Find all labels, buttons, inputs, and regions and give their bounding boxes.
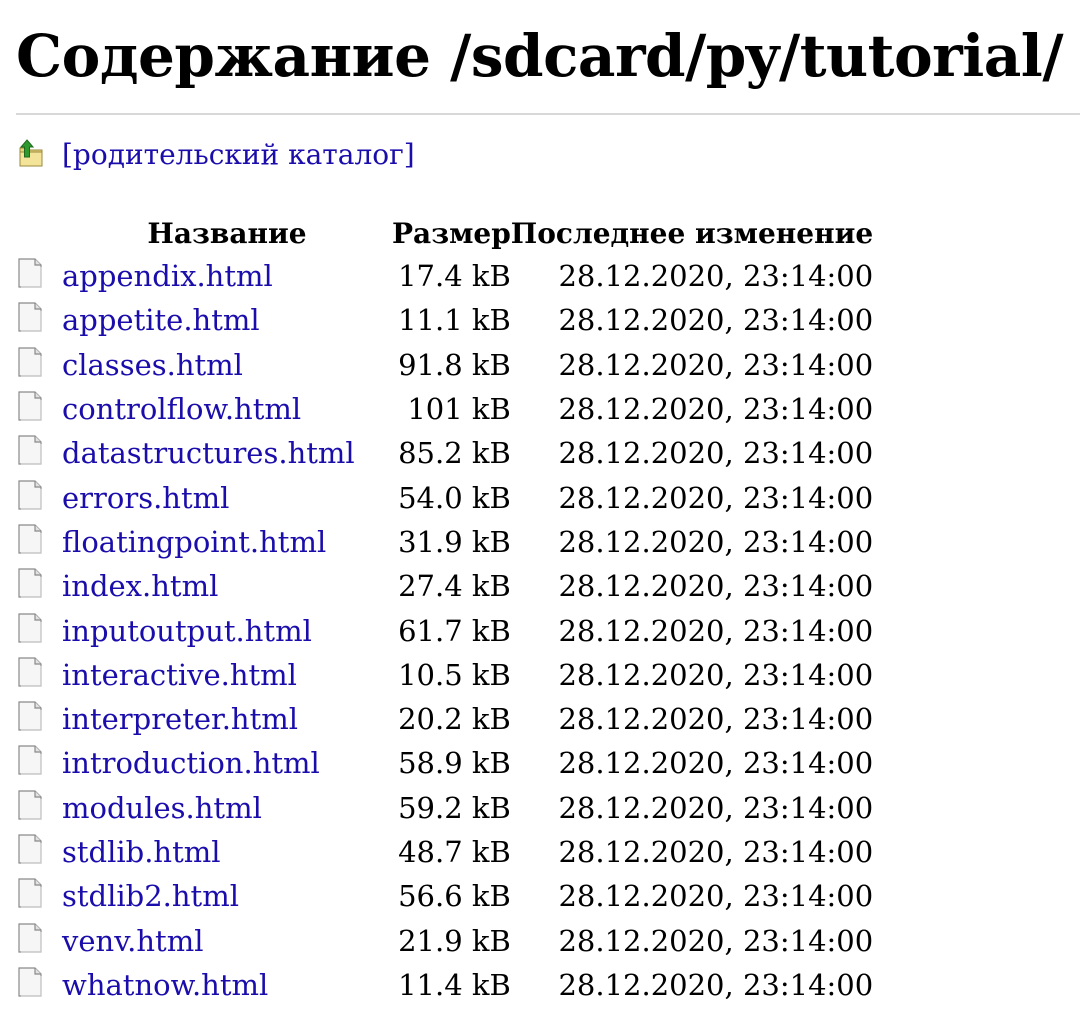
file-modified: 28.12.2020, 23:14:00 — [558, 259, 874, 294]
file-icon-cell — [16, 298, 62, 342]
table-row — [16, 608, 873, 652]
file-modified: 28.12.2020, 23:14:00 — [558, 524, 874, 559]
file-link[interactable]: index.html — [62, 569, 219, 604]
file-modified: 28.12.2020, 23:14:00 — [558, 569, 874, 604]
icon-column-header — [16, 212, 62, 254]
file-icon-cell — [16, 786, 62, 830]
file-size: 10.5 kB — [398, 657, 511, 692]
file-name-cell — [62, 343, 392, 387]
file-modified: 28.12.2020, 23:14:00 — [558, 480, 874, 515]
parent-directory-row — [16, 134, 415, 174]
table-row — [16, 254, 873, 298]
file-icon — [16, 966, 44, 998]
file-icon-cell — [16, 918, 62, 962]
file-link[interactable]: errors.html — [62, 480, 230, 515]
table-row — [16, 520, 873, 564]
title-divider — [16, 113, 1080, 115]
file-modified: 28.12.2020, 23:14:00 — [558, 657, 874, 692]
file-name-cell — [62, 830, 392, 874]
file-icon — [16, 744, 44, 776]
file-icon-cell — [16, 520, 62, 564]
parent-directory-link[interactable]: [родительский каталог] — [62, 137, 415, 171]
file-icon-cell — [16, 830, 62, 874]
table-row — [16, 431, 873, 475]
folder-up-icon — [16, 139, 46, 169]
file-size: 59.2 kB — [398, 790, 511, 825]
file-icon-cell — [16, 431, 62, 475]
file-icon-cell — [16, 741, 62, 785]
file-name-cell — [62, 741, 392, 785]
file-modified: 28.12.2020, 23:14:00 — [558, 436, 874, 471]
file-link[interactable]: inputoutput.html — [62, 613, 312, 648]
file-size: 101 kB — [407, 392, 511, 427]
table-row — [16, 475, 873, 519]
file-icon-cell — [16, 343, 62, 387]
name-column-header[interactable]: Название — [147, 216, 307, 250]
file-icon — [16, 257, 44, 289]
file-icon — [16, 567, 44, 599]
file-name-cell — [62, 786, 392, 830]
file-icon-cell — [16, 874, 62, 918]
file-icon — [16, 789, 44, 821]
file-name-cell — [62, 298, 392, 342]
file-size: 17.4 kB — [398, 259, 511, 294]
file-name-cell — [62, 475, 392, 519]
file-icon — [16, 922, 44, 954]
table-row — [16, 786, 873, 830]
file-size: 20.2 kB — [398, 702, 511, 737]
file-table — [16, 212, 873, 1007]
table-row — [16, 564, 873, 608]
file-link[interactable]: interpreter.html — [62, 702, 299, 737]
file-size: 48.7 kB — [398, 835, 511, 869]
file-name-cell — [62, 918, 392, 962]
file-icon-cell — [16, 387, 62, 431]
file-size: 11.1 kB — [398, 303, 511, 338]
file-name-cell — [62, 254, 392, 298]
file-modified: 28.12.2020, 23:14:00 — [558, 835, 874, 869]
file-icon-cell — [16, 608, 62, 652]
file-rows — [16, 254, 873, 1007]
file-name-cell — [62, 431, 392, 475]
file-icon — [16, 833, 44, 865]
modified-column-header[interactable]: Последнее изменение — [510, 216, 874, 250]
file-link[interactable]: introduction.html — [62, 746, 320, 781]
file-icon — [16, 877, 44, 909]
file-name-cell — [62, 874, 392, 918]
page-title: Содержание /sdcard/py/tutorial/ — [16, 22, 1064, 90]
table-row — [16, 874, 873, 918]
file-modified: 28.12.2020, 23:14:00 — [558, 790, 874, 825]
file-name-cell — [62, 963, 392, 1007]
table-row — [16, 697, 873, 741]
file-size: 61.7 kB — [398, 613, 511, 648]
file-icon-cell — [16, 564, 62, 608]
file-icon — [16, 479, 44, 511]
file-icon — [16, 700, 44, 732]
file-modified: 28.12.2020, 23:14:00 — [558, 967, 874, 1002]
table-row — [16, 963, 873, 1007]
file-icon — [16, 301, 44, 333]
table-row — [16, 387, 873, 431]
file-size: 31.9 kB — [398, 524, 511, 559]
file-icon-cell — [16, 963, 62, 1007]
table-row — [16, 741, 873, 785]
file-link[interactable]: stdlib.html — [62, 835, 221, 869]
file-icon-cell — [16, 653, 62, 697]
file-link[interactable]: datastructures.html — [62, 436, 355, 471]
file-name-cell — [62, 653, 392, 697]
file-icon — [16, 656, 44, 688]
table-row — [16, 298, 873, 342]
file-modified: 28.12.2020, 23:14:00 — [558, 347, 874, 382]
file-size: 56.6 kB — [398, 879, 511, 914]
file-modified: 28.12.2020, 23:14:00 — [558, 923, 874, 958]
table-row — [16, 343, 873, 387]
file-size: 21.9 kB — [398, 923, 511, 958]
file-name-cell — [62, 520, 392, 564]
file-link[interactable]: controlflow.html — [62, 392, 302, 427]
file-size: 54.0 kB — [398, 480, 511, 515]
file-modified: 28.12.2020, 23:14:00 — [558, 702, 874, 737]
table-header-row — [16, 212, 873, 254]
table-row — [16, 653, 873, 697]
file-size: 85.2 kB — [398, 436, 511, 471]
table-row — [16, 830, 873, 874]
file-icon-cell — [16, 697, 62, 741]
file-modified: 28.12.2020, 23:14:00 — [558, 392, 874, 427]
file-link[interactable]: classes.html — [62, 347, 243, 382]
file-modified: 28.12.2020, 23:14:00 — [558, 746, 874, 781]
file-size: 27.4 kB — [398, 569, 511, 604]
file-link[interactable]: venv.html — [62, 923, 204, 958]
file-icon — [16, 390, 44, 422]
file-icon-cell — [16, 254, 62, 298]
size-column-header[interactable]: Размер — [392, 216, 511, 250]
file-icon — [16, 523, 44, 555]
file-icon — [16, 434, 44, 466]
file-modified: 28.12.2020, 23:14:00 — [558, 879, 874, 914]
file-modified: 28.12.2020, 23:14:00 — [558, 613, 874, 648]
file-link[interactable]: appetite.html — [62, 303, 260, 338]
file-name-cell — [62, 387, 392, 431]
file-modified: 28.12.2020, 23:14:00 — [558, 303, 874, 338]
file-icon — [16, 346, 44, 378]
table-row — [16, 918, 873, 962]
file-icon — [16, 612, 44, 644]
file-name-cell — [62, 564, 392, 608]
file-link[interactable]: stdlib2.html — [62, 879, 239, 914]
file-link[interactable]: floatingpoint.html — [62, 524, 327, 559]
file-size: 11.4 kB — [398, 967, 511, 1002]
file-icon-cell — [16, 475, 62, 519]
file-name-cell — [62, 697, 392, 741]
file-size: 58.9 kB — [398, 746, 511, 781]
file-size: 91.8 kB — [398, 347, 511, 382]
file-link[interactable]: modules.html — [62, 790, 262, 825]
file-name-cell — [62, 608, 392, 652]
file-link[interactable]: appendix.html — [62, 259, 273, 294]
file-link[interactable]: interactive.html — [62, 657, 297, 692]
file-link[interactable]: whatnow.html — [62, 967, 269, 1002]
